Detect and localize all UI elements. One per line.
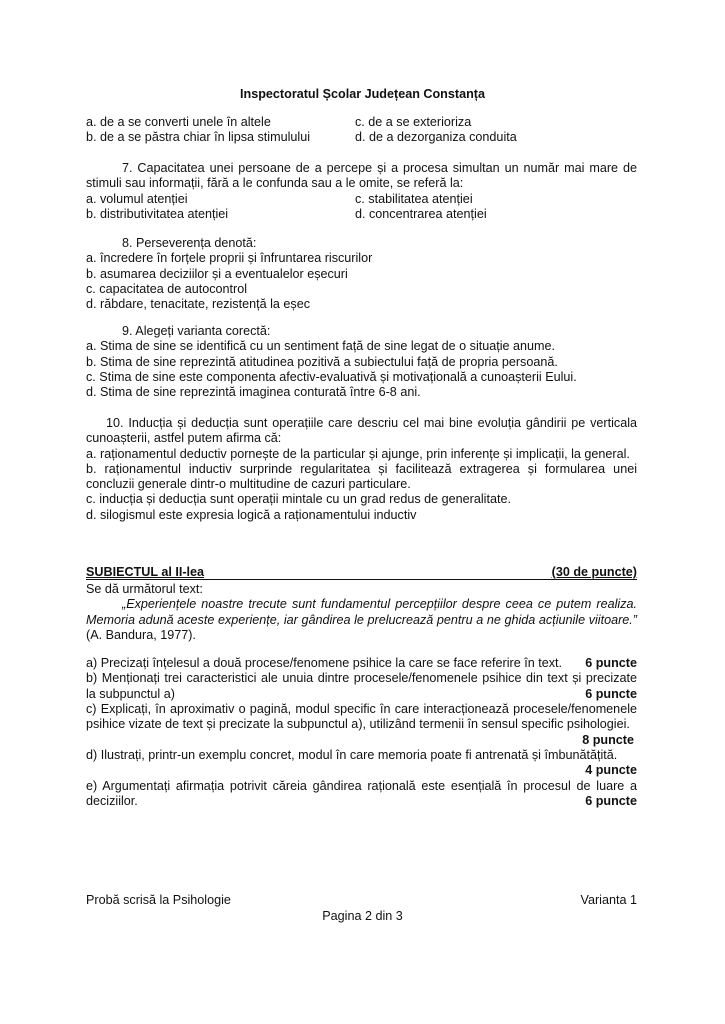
item-points: 6 puncte	[585, 793, 637, 808]
item-d-points: 4 puncte	[585, 763, 637, 778]
option: c. Stima de sine este componenta afectiv-evaluativă și motivațională a cunoașterii Eului.	[86, 369, 577, 384]
subject-title: SUBIECTUL al II-lea	[86, 565, 205, 579]
option: a. de a se converti unele în altele	[86, 115, 271, 129]
page-number: Pagina 2 din 3	[322, 909, 403, 923]
item-c-points: 8 puncte	[582, 732, 634, 747]
option: b. distributivitatea atenției	[86, 206, 229, 221]
question-10	[86, 416, 637, 523]
option: b. de a se păstra chiar în lipsa stimulului	[86, 130, 311, 145]
item-text: a) Precizați înțelesul a două procese/fenomene psihice la care se face referire în text.	[86, 656, 563, 671]
citation: (A. Bandura, 1977).	[86, 627, 196, 642]
option: b. raționamentul inductiv surprinde regularitatea și facilitează extragerea și formularea unei concluzii generale dintr-o multitudine de cazuri particulare.	[86, 461, 637, 492]
item-e	[86, 779, 637, 810]
question-text: 10. Inducția și deducția sunt operațiile care descriu cel mai bine evoluția gândirii pe verticala cunoașterii, astfel putem afirma că:	[86, 416, 637, 446]
option: a. volumul atenției	[86, 191, 188, 206]
item-text: b) Menționați trei caracteristici ale unuia dintre procesele/fenomenele psihice din text și precizate la subpunctul a)	[86, 671, 637, 701]
option: c. capacitatea de autocontrol	[86, 281, 248, 296]
option: a. raționamentul deductiv pornește de la particular și ajunge, prin inferențe și implicații, la general.	[86, 446, 630, 461]
option: b. Stima de sine reprezintă atitudinea pozitivă a subiectului față de propria persoană.	[86, 354, 558, 369]
q6-options	[86, 115, 637, 146]
item-text: e) Argumentați afirmația potrivit căreia gândirea rațională este esențială în procesul de luare a deciziilor.	[86, 778, 637, 808]
quote: „Experiențele noastre trecute sunt fundamentul percepțiilor despre ceea ce putem realiza. Memoria adună aceste experiențe, iar gândirea le prelucrează pentru a ne ghida acțiunile viitoare.”	[86, 597, 637, 627]
footer-variant: Varianta 1	[580, 893, 637, 907]
option: d. Stima de sine reprezintă imaginea conturată între 6-8 ani.	[86, 385, 421, 400]
option: d. răbdare, tenacitate, rezistență la eșec	[86, 297, 311, 312]
intro: Se dă următorul text:	[86, 582, 203, 596]
item-points: 6 puncte	[585, 656, 637, 671]
footer	[86, 893, 637, 908]
question-text: 8. Perseverența denotă:	[122, 236, 257, 250]
subject-heading	[86, 565, 637, 580]
footer-exam: Probă scrisă la Psihologie	[86, 893, 231, 907]
subject-2	[86, 565, 637, 809]
option: d. silogismul este expresia logică a raționamentului inductiv	[86, 507, 417, 522]
option: a. Stima de sine se identifică cu un sentiment față de sine legat de o situație anume.	[86, 339, 556, 354]
question-8	[86, 236, 637, 312]
item-d: d) Ilustrați, printr-un exemplu concret, modul în care memoria poate fi antrenată și îmbunătățită.	[86, 747, 618, 762]
option: d. concentrarea atenției	[355, 206, 487, 221]
item-b	[86, 671, 637, 702]
item-c	[86, 702, 637, 733]
quote-block	[86, 597, 637, 643]
document-header: Inspectoratul Școlar Județean Constanța	[240, 87, 485, 101]
item-a	[86, 656, 637, 671]
option: b. asumarea deciziilor și a eventualelor eșecuri	[86, 266, 348, 281]
question-text: 7. Capacitatea unei persoane de a percepe și a procesa simultan un număr mai mare de stimuli sau informații, fără a le confunda sau a le omite, se referă la:	[86, 161, 637, 191]
question-text: 9. Alegeți varianta corectă:	[122, 324, 271, 338]
item-points: 6 puncte	[585, 686, 637, 701]
subject-points: (30 de puncte)	[551, 565, 637, 579]
item-text: c) Explicați, în aproximativ o pagină, modul specific în care interacționează procesele/fenomenele psihice vizate de text și precizate la subpunctul a), utilizând termenii în sensul specific psihologiei.	[86, 702, 637, 732]
option: d. de a dezorganiza conduita	[355, 130, 517, 145]
option: a. încredere în forțele proprii și înfruntarea riscurilor	[86, 251, 373, 266]
question-9	[86, 324, 637, 400]
option: c. stabilitatea atenției	[355, 191, 473, 206]
option: c. inducția și deducția sunt operații mintale cu un grad redus de generalitate.	[86, 492, 511, 507]
option: c. de a se exterioriza	[355, 115, 472, 129]
question-7	[86, 161, 637, 222]
